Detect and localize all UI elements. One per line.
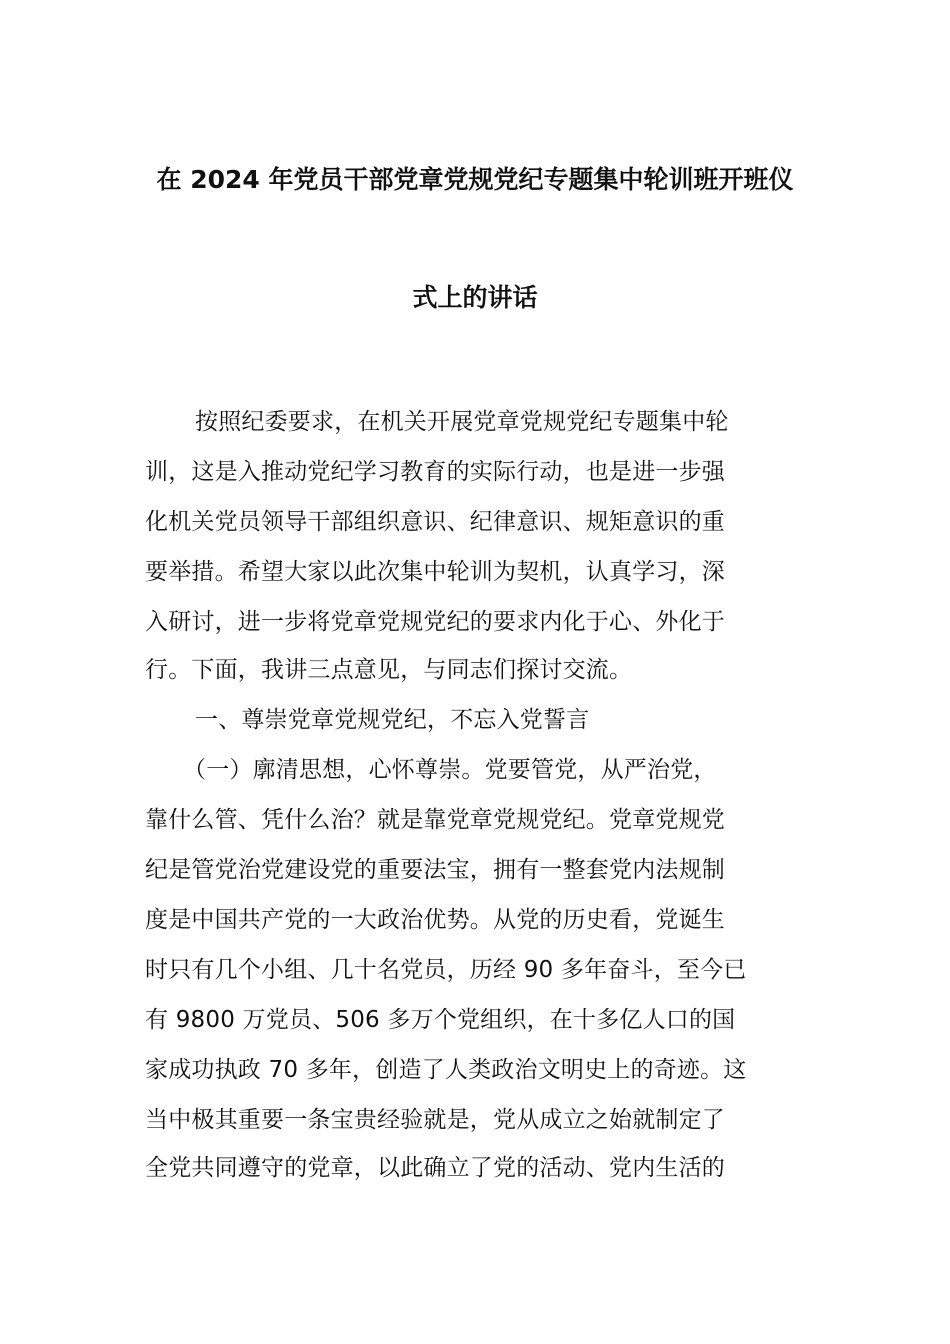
subsection-heading-line: （一）廓清思想，心怀尊崇。党要管党，从严治党，: [183, 757, 717, 783]
paragraph-line: 有 9800 万党员、506 多万个党组织，在十多亿人口的国: [145, 1007, 736, 1033]
paragraph-line: 时只有几个小组、几十名党员，历经 90 多年奋斗，至今已: [145, 957, 747, 983]
document-title-line-1: 在 2024 年党员干部党章党规党纪专题集中轮训班开班仪: [156, 165, 794, 194]
document-title-line-2: 式上的讲话: [412, 283, 538, 312]
paragraph-line: 纪是管党治党建设党的重要法宝，拥有一整套党内法规制: [145, 857, 725, 883]
paragraph-line: 入研讨，进一步将党章党规党纪的要求内化于心、外化于: [145, 609, 725, 635]
paragraph-line: 训，这是入推动党纪学习教育的实际行动，也是进一步强: [145, 459, 725, 485]
paragraph-line: 全党共同遵守的党章，以此确立了党的活动、党内生活的: [145, 1155, 725, 1181]
paragraph-line: 行。下面，我讲三点意见，与同志们探讨交流。: [145, 657, 633, 683]
paragraph-line: 靠什么管、凭什么治？就是靠党章党规党纪。党章党规党: [145, 807, 725, 833]
section-heading: 一、尊崇党章党规党纪，不忘入党誓言: [195, 707, 590, 733]
paragraph-line: 度是中国共产党的一大政治优势。从党的历史看，党诞生: [145, 907, 725, 933]
paragraph-line: 家成功执政 70 多年，创造了人类政治文明史上的奇迹。这: [145, 1057, 747, 1083]
paragraph-line: 按照纪委要求，在机关开展党章党规党纪专题集中轮: [195, 409, 729, 435]
paragraph-line: 化机关党员领导干部组织意识、纪律意识、规矩意识的重: [145, 509, 725, 535]
paragraph-line: 当中极其重要一条宝贵经验就是，党从成立之始就制定了: [145, 1107, 725, 1133]
paragraph-line: 要举措。希望大家以此次集中轮训为契机，认真学习，深: [145, 559, 725, 585]
